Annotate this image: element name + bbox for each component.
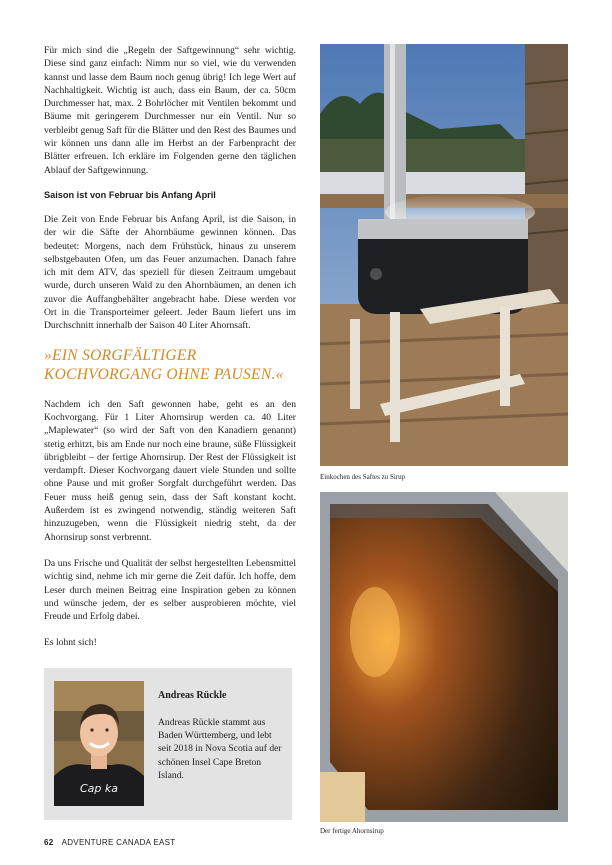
article-paragraph-4: Da uns Frische und Qualität der selbst hergestellten Lebensmittel wichtig sind, nehme ich mir gerne die Zeit dafür. Ich hoffe, dem Leser durch meinen Beitrag eine Inspiration geben zu können und wünsche jedem, der es selber ausprobieren möchte, viel Freude und Erfolg dabei. <box>44 557 296 623</box>
article-subheading: Saison ist von Februar bis Anfang April <box>44 189 216 200</box>
article-column <box>44 44 296 663</box>
author-bio: Andreas Rückle stammt aus Baden Württemberg, und lebt seit 2018 in Nova Scotia auf der schönen Insel Cape Breton Island. <box>158 717 282 781</box>
shirt-lettering: Cap ka <box>79 782 119 795</box>
author-name: Andreas Rückle <box>158 690 227 701</box>
article-paragraph-5: Es lohnt sich! <box>44 637 97 649</box>
page-number: 62 <box>44 838 54 847</box>
pull-quote: »EIN SORGFÄLTIGER KOCHVORGANG OHNE PAUSEN.« <box>44 346 284 383</box>
page-footer <box>44 838 175 847</box>
article-paragraph-3: Nachdem ich den Saft gewonnen habe, geht es an den Kochvorgang. Für 1 Liter Ahornsirup werden ca. 40 Liter „Maplewater“ (so wird der Saft von den Kanadiern genannt) stetig erhitzt, bis am Ende nur noch eine braune, süße Flüssigkeit übrigbleibt – der fertige Ahornsirup. Der Rest der Flüssigkeit ist verdampft. Dieser Kochvorgang dauert viele Stunden und sollte ohne Pause und mit großer Sorgfalt durchgeführt werden. Das Feuer muss heiß genug sein, dass der Saft konstant kocht. Außerdem ist es zwingend notwendig, ständig weiteren Saft hinzuzugeben, wenn die Flüssigkeit niedrig steht, da der Ahornsirup sonst verbrennt. <box>44 398 296 543</box>
photo-syrup-pan <box>320 492 568 822</box>
article-paragraph-2: Die Zeit von Ende Februar bis Anfang April, ist die Saison, in der wir die Säfte der Ahornbäume gewinnen können. Das bedeutet: Morgens, nach dem Frühstück, hinaus zu unserem selbstgebauten Ofen, um das Feuer anzumachen. Danach fahre ich mit dem ATV, das speziell für diesen Zeitraum umgebaut wurde, durch unseren Wald zu den Ahornbäumen, an denen ich zuvor die Auffangbehälter angebracht habe. Diese werden vor Ort in die Transporteimer geleert. Jeder Baum liefert uns im Durchschnitt innerhalb der Saison 40 Liter Ahornsaft. <box>44 213 296 332</box>
photo-evaporator <box>320 44 568 466</box>
publication-name: ADVENTURE CANADA EAST <box>61 838 176 847</box>
author-photo <box>54 681 144 806</box>
author-box <box>44 668 292 820</box>
photo-caption-2: Der fertige Ahornsirup <box>320 827 384 835</box>
photo-caption-1: Einkochen des Saftes zu Sirup <box>320 473 406 481</box>
article-paragraph-1: Für mich sind die „Regeln der Saftgewinnung“ sehr wichtig. Diese sind ganz einfach: Nimm nur so viel, wie du verwenden kannst und lasse dem Baum noch genug übrig! Ich lege Wert auf Nachhaltigkeit. Wichtig ist auch, dass ein Baum, der ca. 50cm Durchmesser hat, max. 2 Bohrlöcher mit Ventilen bekommt und Bäume mit geringerem Durchmesser nur ein Ventil. Nur so verbleibt genug Saft für die Blätter und den Rest des Baumes und wir können uns dann alle im Herbst an der Farbenpracht der Blätter erfreuen. Ich erkläre im Folgenden gerne den täglichen Ablauf der Saftgewinnung. <box>44 45 296 176</box>
